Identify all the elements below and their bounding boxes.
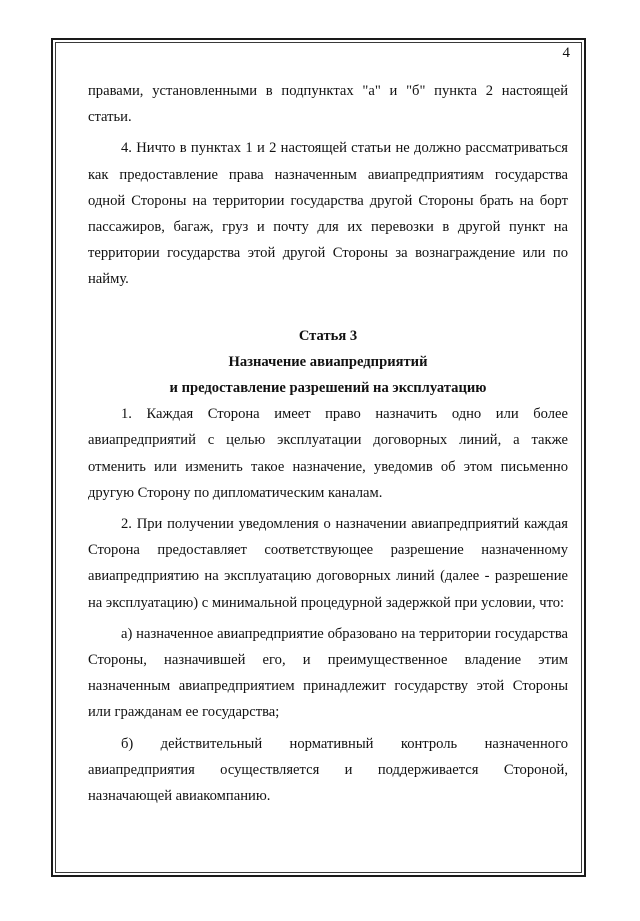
paragraph-continuation: правами, установленными в подпунктах "а" и "б" пункта 2 настоящей статьи.	[88, 83, 568, 126]
article-heading	[88, 323, 568, 402]
paragraph-item-1: 1. Каждая Сторона имеет право назначить одно или более авиапредприятий с целью эксплуатации договорных линий, а также отменить или изменить такое назначение, уведомив об этом письменно другую Сторону по дипломатическим каналам.	[88, 406, 568, 501]
paragraph-subitem-a: а) назначенное авиапредприятие образовано на территории государства Стороны, назначившей его, и преимущественное владение этим назначенным авиапредприятием принадлежит государству этой Стороны или гражданам ее государства;	[88, 625, 568, 721]
paragraph-item-2: 2. При получении уведомления о назначении авиапредприятий каждая Сторона предоставляет соответствующее разрешение назначенному авиапредприятию на эксплуатацию договорных линий (далее - разрешение на эксплуатацию) с минимальной процедурной задержкой при условии, что:	[88, 516, 568, 611]
article-title-line-1: Назначение авиапредприятий	[228, 353, 428, 370]
page-number: 4	[562, 45, 570, 61]
article-number: Статья 3	[298, 327, 358, 344]
document-body	[88, 78, 568, 809]
article-title-line-2: и предоставление разрешений на эксплуатацию	[169, 380, 487, 397]
paragraph-subitem-b: б) действительный нормативный контроль назначенного авиапредприятия осуществляется и поддерживается Стороной, назначающей авиакомпанию.	[88, 735, 568, 805]
paragraph-item-4: 4. Ничто в пунктах 1 и 2 настоящей статьи не должно рассматриваться как предоставление права назначенным авиапредприятиям государства одной Стороны на территории государства другой Стороны брать на борт пассажиров, багаж, груз и почту для их перевозки в другой пункт на территории государства этой другой Стороны за вознаграждение или по найму.	[88, 140, 568, 288]
